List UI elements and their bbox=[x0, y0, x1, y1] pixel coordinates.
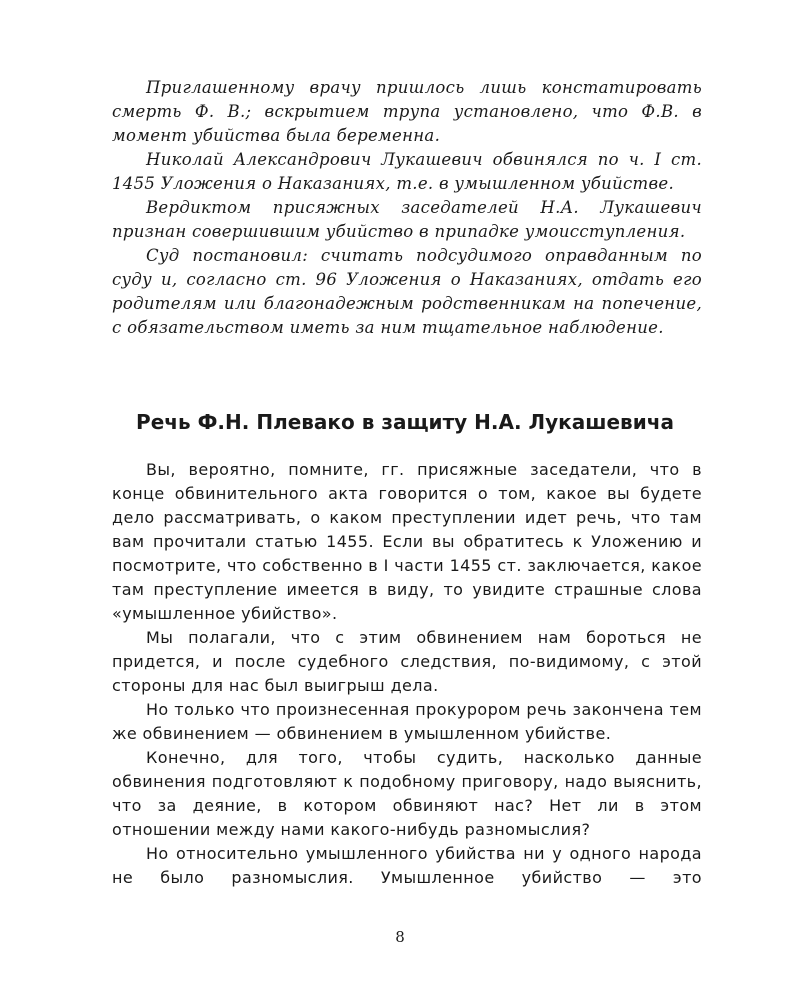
speech-paragraph-4: Конечно, для того, чтобы судить, насколько данные обвинения подготовляют к подобному приговору, надо выяснить, что за деяние, в котором обвиняют нас? Нет ли в этом отношении между нами какого-нибудь разномыслия? bbox=[112, 748, 702, 839]
summary-paragraph-3: Вердиктом присяжных заседателей Н.А. Лукашевич признан совершившим убийство в припадке умоисступления. bbox=[112, 198, 702, 241]
speech-paragraph-1: Вы, вероятно, помните, гг. присяжные заседатели, что в конце обвинительного акта говорится о том, какое вы будете дело рассматривать, о каком преступлении идет речь, что там вам прочитали статью 1455. Если вы обратитесь к Уложению и посмотрите, что собственно в I части 1455 ст. заключается, какое там преступление имеется в виду, то увидите страшные слова «умышленное убийство». bbox=[112, 460, 702, 623]
speech-text bbox=[112, 458, 702, 890]
speech-paragraph-3: Но только что произнесенная прокурором речь закончена тем же обвинением — обвинением в умышленном убийстве. bbox=[112, 700, 702, 743]
speech-paragraph-5: Но относительно умышленного убийства ни у одного народа не было разномыслия. Умышленное убийство — это bbox=[112, 844, 702, 887]
summary-paragraph-4: Суд постановил: считать подсудимого оправданным по суду и, согласно ст. 96 Уложения о Наказаниях, отдать его родителям или благонадежным родственникам на попечение, с обязательством иметь за ним тщательное наблюдение. bbox=[112, 246, 702, 337]
summary-paragraph-2: Николай Александрович Лукашевич обвинялся по ч. I ст. 1455 Уложения о Наказаниях, т.е. в умышленном убийстве. bbox=[112, 150, 702, 193]
section-heading: Речь Ф.Н. Плевако в защиту Н.А. Лукашевича bbox=[136, 410, 674, 434]
summary-paragraph-1: Приглашенному врачу пришлось лишь констатировать смерть Ф. В.; вскрытием трупа установлено, что Ф.В. в момент убийства была беременна. bbox=[112, 78, 702, 145]
speech-paragraph-2: Мы полагали, что с этим обвинением нам бороться не придется, и после судебного следствия, по-видимому, с этой стороны для нас был выигрыш дела. bbox=[112, 628, 702, 695]
case-summary bbox=[112, 76, 702, 340]
page-number: 8 bbox=[395, 928, 405, 946]
